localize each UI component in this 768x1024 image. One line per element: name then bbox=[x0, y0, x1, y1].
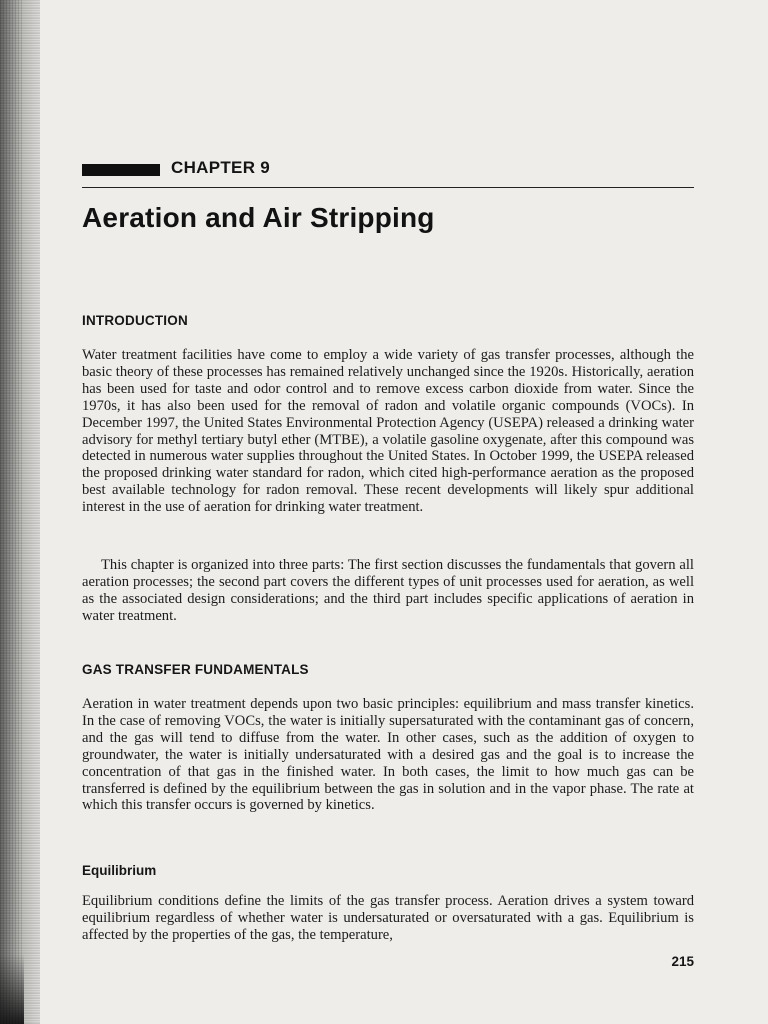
subsection-heading-equilibrium: Equilibrium bbox=[82, 863, 157, 878]
chapter-label: CHAPTER 9 bbox=[171, 158, 271, 177]
chapter-bar-graphic bbox=[82, 164, 160, 176]
equilibrium-paragraph: Equilibrium conditions define the limits of the gas transfer process. Aeration drives a system toward equilibrium regardless of whether water is undersaturated or oversaturated with a gas. Equilibrium is affected by the properties of the gas, the temperature, bbox=[82, 893, 694, 943]
binding-shadow bbox=[0, 954, 24, 1024]
page-number: 215 bbox=[671, 954, 694, 969]
scanned-binding-edge bbox=[0, 0, 40, 1024]
book-page bbox=[82, 0, 696, 1024]
chapter-header bbox=[82, 160, 694, 190]
section-heading-introduction: INTRODUCTION bbox=[82, 313, 188, 328]
intro-paragraph-1: Water treatment facilities have come to employ a wide variety of gas transfer processes, although the basic theory of these processes has remained relatively unchanged since the 1920s. Historically, aeration has been used for taste and odor control and to remove excess carbon dioxide from water. Since the 1970s, it has also been used for the removal of radon and volatile organic compounds (VOCs). In December 1997, the United States Environmental Protection Agency (USEPA) released a drinking water advisory for methyl tertiary butyl ether (MTBE), a volatile gasoline oxygenate, after this compound was detected in numerous water supplies throughout the United States. In October 1999, the USEPA released the proposed drinking water standard for radon, which cited high-performance aeration as the proposed best available technology for radon removal. These recent developments will likely spur additional interest in the use of aeration for drinking water treatment. bbox=[82, 347, 694, 516]
section-heading-gas-transfer: GAS TRANSFER FUNDAMENTALS bbox=[82, 662, 309, 677]
chapter-rule bbox=[82, 187, 694, 188]
intro-paragraph-2: This chapter is organized into three parts: The first section discusses the fundamentals that govern all aeration processes; the second part covers the different types of unit processes used for aeration, as well as the associated design considerations; and the third part includes specific applications of aeration in water treatment. bbox=[82, 557, 694, 624]
gas-transfer-paragraph: Aeration in water treatment depends upon two basic principles: equilibrium and mass transfer kinetics. In the case of removing VOCs, the water is initially supersaturated with the contaminant gas of concern, and the gas will tend to diffuse from the water. In other cases, such as the addition of oxygen to groundwater, the water is initially undersaturated with a desired gas and the goal is to increase the concentration of that gas in the finished water. In both cases, the limit to how much gas can be transferred is defined by the equilibrium between the gas in solution and in the vapor phase. The rate at which this transfer occurs is governed by kinetics. bbox=[82, 696, 694, 814]
chapter-title: Aeration and Air Stripping bbox=[82, 202, 435, 233]
